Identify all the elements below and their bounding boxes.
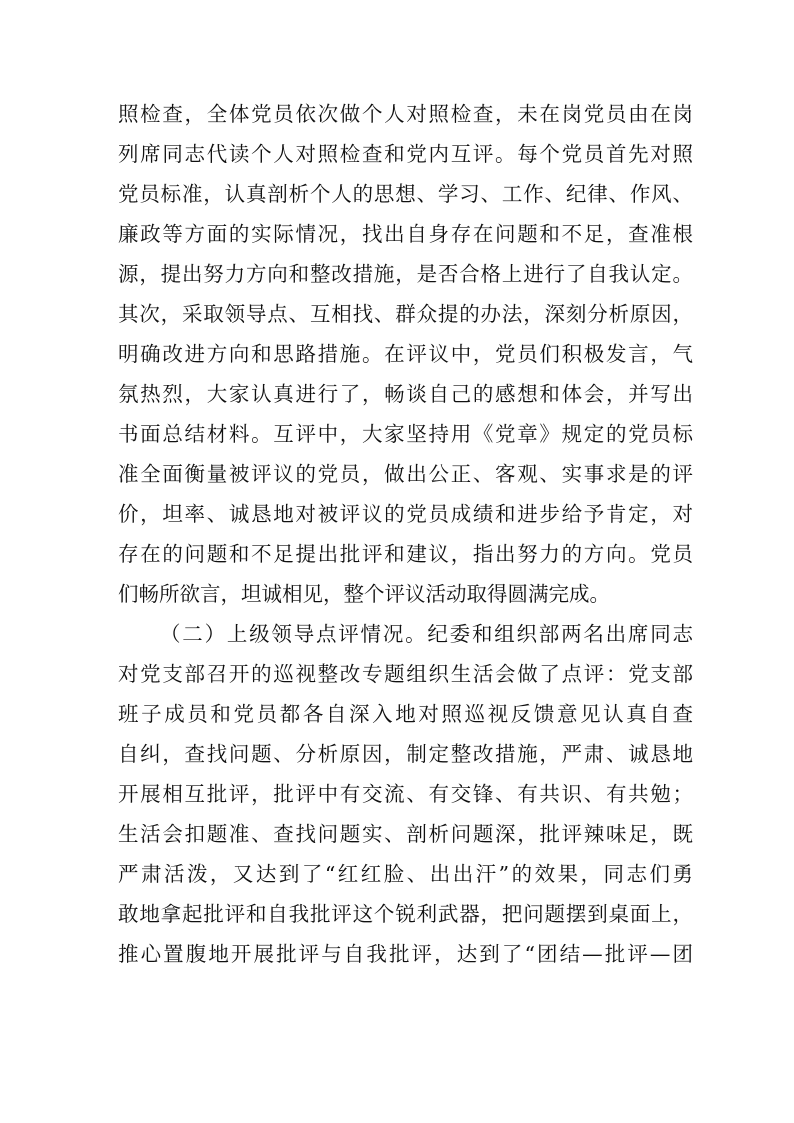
paragraph-1-line-10: 准全面衡量被评议的党员，做出公正、客观、实事求是的评 [118,462,693,486]
paragraph-1-line-6: 其次，采取领导点、互相找、群众提的办法，深刻分析原因， [118,302,693,326]
paragraph-2-line-8: 敢地拿起批评和自我批评这个锐利武器，把问题摆到桌面上， [118,902,693,926]
paragraph-2-line-3: 班子成员和党员都各自深入地对照巡视反馈意见认真自查 [118,702,693,726]
paragraph-2-line-7: 严肃活泼，又达到了“红红脸、出出汗”的效果，同志们勇 [118,862,693,886]
paragraph-2-line-6: 生活会扣题准、查找问题实、剖析问题深，批评辣味足，既 [118,822,693,846]
paragraph-1-line-13: 们畅所欲言，坦诚相见，整个评议活动取得圆满完成。 [118,582,610,606]
paragraph-2-line-4: 自纠，查找问题、分析原因，制定整改措施，严肃、诚恳地 [118,742,693,766]
document-body [118,94,693,974]
paragraph-2-line-5: 开展相互批评，批评中有交流、有交锋、有共识、有共勉； [118,782,693,806]
paragraph-1-line-12: 存在的问题和不足提出批评和建议，指出努力的方向。党员 [118,542,693,566]
paragraph-1-line-11: 价，坦率、诚恳地对被评议的党员成绩和进步给予肯定，对 [118,502,693,526]
paragraph-1-line-8: 氛热烈，大家认真进行了，畅谈自己的感想和体会，并写出 [118,382,693,406]
paragraph-2-line-9: 推心置腹地开展批评与自我批评，达到了“团结—批评—团 [118,942,693,966]
paragraph-2-line-2: 对党支部召开的巡视整改专题组织生活会做了点评：党支部 [118,662,693,686]
paragraph-2-line-1: （二）上级领导点评情况。纪委和组织部两名出席同志 [160,622,693,646]
paragraph-1-line-2: 列席同志代读个人对照检查和党内互评。每个党员首先对照 [118,142,693,166]
paragraph-1-line-3: 党员标准，认真剖析个人的思想、学习、工作、纪律、作风、 [118,182,693,206]
paragraph-1-line-9: 书面总结材料。互评中，大家坚持用《党章》规定的党员标 [118,422,693,446]
paragraph-1-line-7: 明确改进方向和思路措施。在评议中，党员们积极发言，气 [118,342,693,366]
paragraph-1-line-5: 源，提出努力方向和整改措施，是否合格上进行了自我认定。 [118,262,693,286]
paragraph-1-line-1: 照检查，全体党员依次做个人对照检查，未在岗党员由在岗 [118,102,693,126]
paragraph-1-line-4: 廉政等方面的实际情况，找出自身存在问题和不足，查准根 [118,222,693,246]
